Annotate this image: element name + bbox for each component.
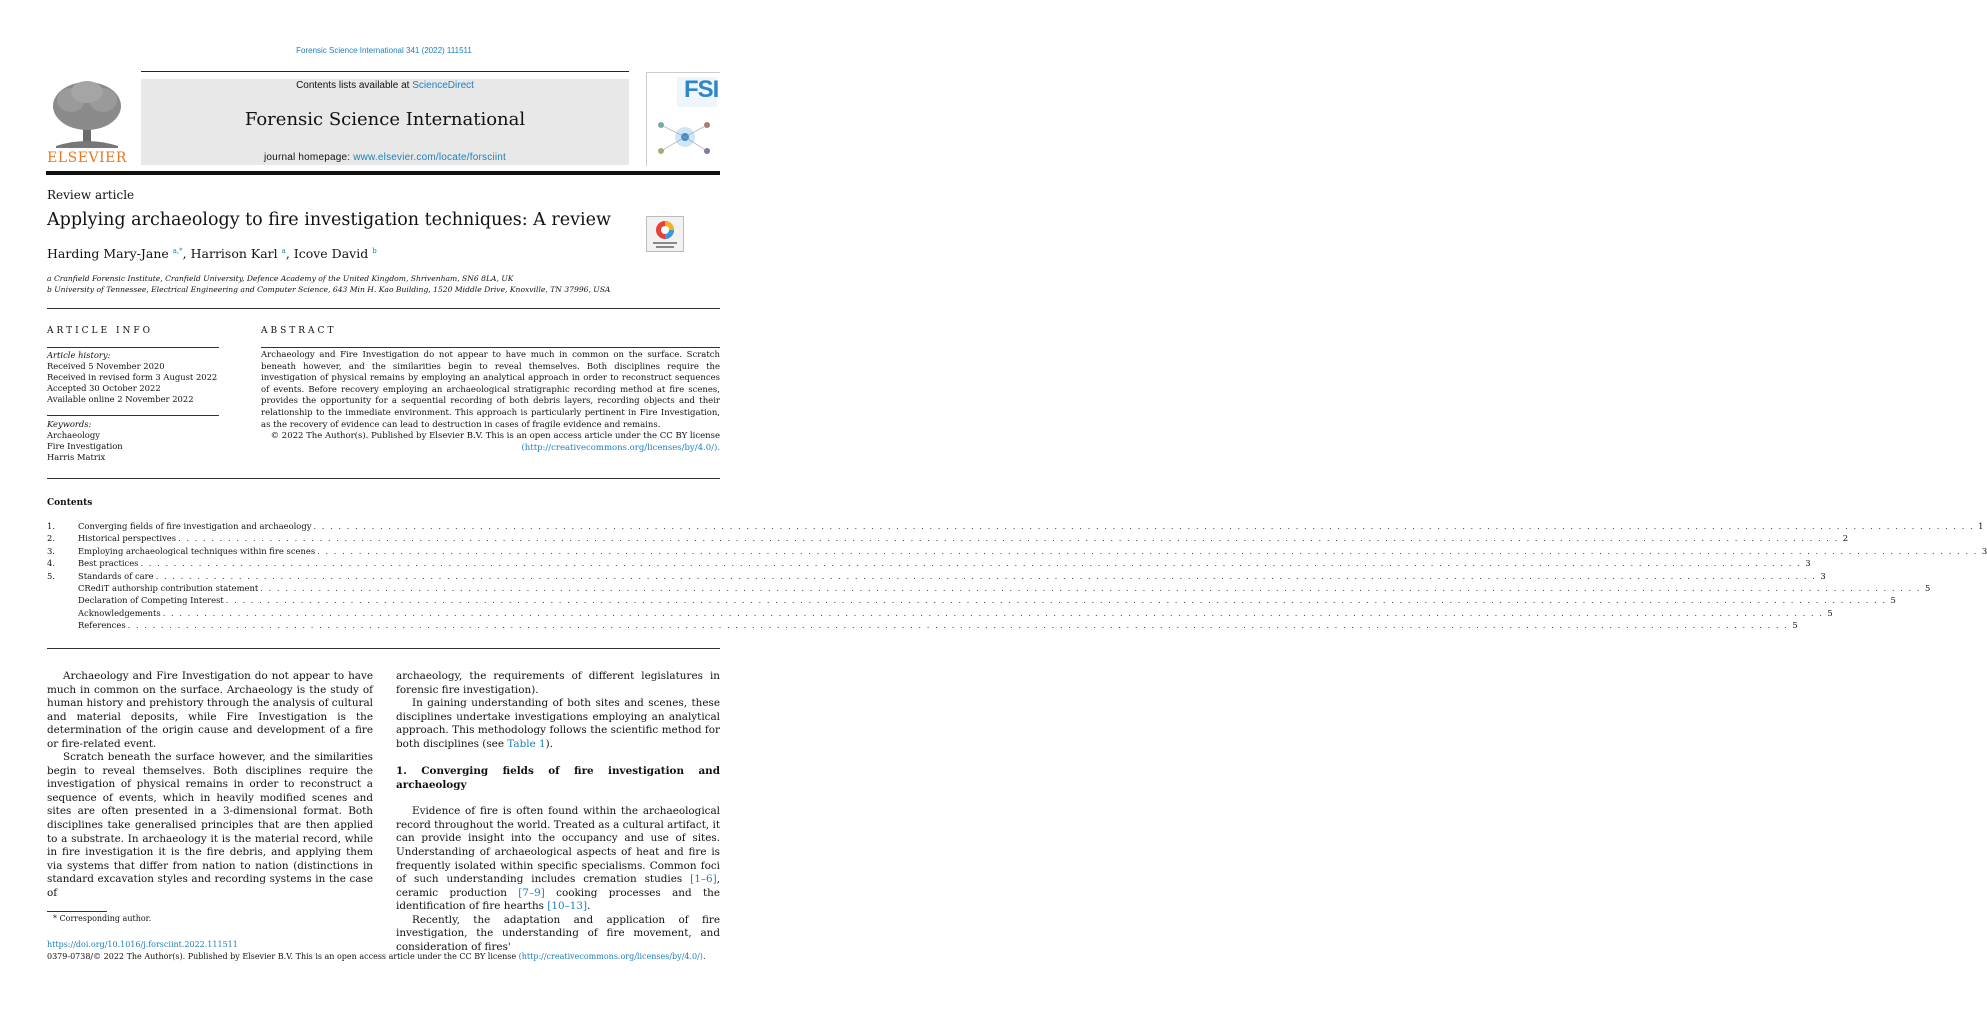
toc-label[interactable]: Best practices <box>78 558 139 569</box>
divider <box>47 308 720 309</box>
contents-prefix: Contents lists available at <box>296 80 413 91</box>
body-paragraph: Recently, the adaptation and application of fire investigation, the understanding of fire movement, and consideration of fires' <box>396 913 720 953</box>
toc-leader: . . . . . . . . . . . . . . . . . . . . . . . . . . . . . . . . . . . . . . . . . . . . . . . . . . . . . . . . . . . . . . . . . . . . . . . . . . . . . . . . . . . . . . . . . . . . . . . . . . . . . . . . . . . . . . . . . . . . . . . . . . . . . . . . . . . . . . . . . . . . . . . . . . . . . . . . . . . . . . . . . . . . . . . . . . . . . . . . . . . . . . . . . . . . . . . . . . . . . . . . <box>225 595 1887 606</box>
toc-label[interactable]: Historical perspectives <box>78 533 177 544</box>
toc-label[interactable]: Standards of care <box>78 570 154 581</box>
body-column-left <box>47 670 373 900</box>
article-type: Review article <box>47 188 135 202</box>
cover-label: FSI <box>684 76 719 103</box>
abstract-copyright <box>261 431 720 454</box>
body-paragraph <box>396 697 720 751</box>
history-entry: Received 5 November 2020 <box>47 361 165 371</box>
toc-page-number: 5 <box>1827 607 1833 618</box>
crossmark-icon <box>647 217 683 251</box>
toc-label[interactable]: Converging fields of fire investigation and archaeology <box>78 521 312 531</box>
text-run: cooking processes and the identification of fire hearths <box>396 886 720 913</box>
toc-leader: . . . . . . . . . . . . . . . . . . . . . . . . . . . . . . . . . . . . . . . . . . . . . . . . . . . . . . . . . . . . . . . . . . . . . . . . . . . . . . . . . . . . . . . . . . . . . . . . . . . . . . . . . . . . . . . . . . . . . . . . . . . . . . . . . . . . . . . . . . . . . . . . . . . . . . . . . . . . . . . . . . . . . . . . . . . . . . . . . . . . . . . . . . . . . . . . . . . . . . . . <box>140 558 1802 569</box>
license-link[interactable]: (http://creativecommons.org/licenses/by/4.0/). <box>521 442 720 453</box>
journal-homepage <box>141 152 629 163</box>
abstract-text: Archaeology and Fire Investigation do not appear to have much in common on the surface. Scratch beneath however, and the similarities begin to reveal themselves. Both disciplines require the investigation of physical remains by employing an analytical approach in order to reconstruct sequences of events. Before recovery employing an archaeological stratigraphic recording method at fire scenes, provides the opportunity for a sequential recording of both debris layers, recording objects and their relationship to the immediate environment. This approach is particularly pertinent in Fire Investigation, as the recovery of evidence can lead to destruction in cases of fragile evidence and remains. <box>261 350 720 430</box>
journal-reference[interactable]: Forensic Science International 341 (2022) 111511 <box>296 46 472 55</box>
abstract-body <box>261 350 720 454</box>
footnote-rule <box>47 911 107 912</box>
citation-link[interactable]: [7–9] <box>518 886 545 899</box>
toc-page-number: 5 <box>1890 595 1896 606</box>
article-info-heading: ARTICLE INFO <box>47 326 154 336</box>
homepage-prefix: journal homepage: <box>264 152 354 163</box>
author-name[interactable]: Harrison Karl <box>190 246 278 261</box>
toc-label[interactable]: Acknowledgements <box>78 607 161 618</box>
toc-entry[interactable] <box>47 533 1849 545</box>
history-entry: Accepted 30 October 2022 <box>47 383 161 393</box>
text-run: ). <box>545 737 554 750</box>
toc-leader: . . . . . . . . . . . . . . . . . . . . . . . . . . . . . . . . . . . . . . . . . . . . . . . . . . . . . . . . . . . . . . . . . . . . . . . . . . . . . . . . . . . . . . . . . . . . . . . . . . . . . . . . . . . . . . . . . . . . . . . . . . . . . . . . . . . . . . . . . . . . . . . . . . . . . . . . . . . . . . . . . . . . . . . . . . . . . . . . . . . . . . . . . . . . . . . . . . . . . . . . <box>127 620 1789 631</box>
author-name[interactable]: Icove David <box>293 246 369 261</box>
abstract-heading: ABSTRACT <box>261 326 337 336</box>
citation-link[interactable]: [1–6] <box>690 873 717 886</box>
history-entry: Available online 2 November 2022 <box>47 394 194 404</box>
toc-label[interactable]: References <box>78 620 126 631</box>
doi-link[interactable]: https://doi.org/10.1016/j.forsciint.2022.111511 <box>47 940 238 949</box>
text-run: In gaining understanding of both sites and scenes, these disciplines undertake investigations employing an analytical approach. This methodology follows the scientific method for both disciplines (see <box>396 697 720 750</box>
license-text: 0379-0738/© 2022 The Author(s). Published by Elsevier B.V. This is an open access article under the CC BY license <box>47 952 519 961</box>
publisher-wordmark: ELSEVIER <box>47 150 127 166</box>
journal-title: Forensic Science International <box>244 109 526 130</box>
header-rule <box>141 71 629 72</box>
toc-entry[interactable] <box>47 545 1987 558</box>
toc-page-number: 3 <box>1805 558 1811 569</box>
author-list: Harding Mary-Jane $^{a,*}$, Harrison Karl $^a$, Icove David $^b$ <box>47 246 377 261</box>
keywords-label: Keywords: <box>47 419 92 429</box>
toc-leader: . . . . . . . . . . . . . . . . . . . . . . . . . . . . . . . . . . . . . . . . . . . . . . . . . . . . . . . . . . . . . . . . . . . . . . . . . . . . . . . . . . . . . . . . . . . . . . . . . . . . . . . . . . . . . . . . . . . . . . . . . . . . . . . . . . . . . . . . . . . . . . . . . . . . . . . . . . . . . . . . . . . . . . . . . . . . . . . . . . . . . . . . . . . . . . . . . . . . . . . . <box>313 521 1975 531</box>
body-column-right <box>396 670 720 954</box>
toc-leader: . . . . . . . . . . . . . . . . . . . . . . . . . . . . . . . . . . . . . . . . . . . . . . . . . . . . . . . . . . . . . . . . . . . . . . . . . . . . . . . . . . . . . . . . . . . . . . . . . . . . . . . . . . . . . . . . . . . . . . . . . . . . . . . . . . . . . . . . . . . . . . . . . . . . . . . . . . . . . . . . . . . . . . . . . . . . . . . . . . . . . . . . . . . . . . . . . . . . . . . . <box>260 582 1921 593</box>
copyright-text: © 2022 The Author(s). Published by Elsevier B.V. This is an open access article under the CC BY license <box>270 431 720 442</box>
author-affiliation-marker[interactable]: a,* <box>172 246 183 255</box>
table-of-contents <box>47 521 1987 633</box>
toc-number: 4. <box>47 558 55 569</box>
toc-page-number: 5 <box>1924 582 1931 593</box>
text-run: Evidence of fire is often found within the archaeological record throughout the world. Treated as a cultural artifact, it can provide insight into the occupancy and use of sites. Understanding of archaeological aspects of heat and fire is frequently isolated within specific specialisms. Common foci of such understanding includes cremation studies <box>396 805 720 886</box>
license-footer <box>47 952 705 961</box>
keyword: Harris Matrix <box>47 452 106 462</box>
toc-page-number: 5 <box>1792 620 1798 631</box>
contents-heading: Contents <box>47 498 93 508</box>
article-history <box>47 350 219 405</box>
affiliation: a Cranfield Forensic Institute, Cranfield University, Defence Academy of the United Kingdom, Shrivenham, SN6 8LA, UK <box>47 274 514 283</box>
citation-link[interactable]: [10–13] <box>547 900 588 913</box>
divider <box>47 347 219 348</box>
body-paragraph: archaeology, the requirements of different legislatures in forensic fire investigation). <box>396 670 720 696</box>
homepage-link[interactable]: www.elsevier.com/locate/forsciint <box>353 152 506 163</box>
history-label: Article history: <box>47 350 111 360</box>
toc-label[interactable]: CRediT authorship contribution statement <box>78 582 259 593</box>
toc-entry[interactable] <box>47 570 1826 583</box>
toc-number: 3. <box>47 545 55 556</box>
body-paragraph: Archaeology and Fire Investigation do not appear to have much in common on the surface. Archaeology is the study of human history and prehistory through the analysis of cultural and material deposits, while Fire Investigation is the determination of the origin cause and development of a fire or fire-related event. <box>47 670 373 750</box>
toc-entry[interactable] <box>47 595 1896 607</box>
toc-entry[interactable] <box>47 582 1931 595</box>
sciencedirect-link[interactable]: ScienceDirect <box>412 80 474 91</box>
author-affiliation-marker[interactable]: b <box>372 246 377 255</box>
divider <box>47 478 720 479</box>
footnote: * Corresponding author. <box>53 914 152 923</box>
toc-entry[interactable] <box>47 521 1984 533</box>
toc-leader: . . . . . . . . . . . . . . . . . . . . . . . . . . . . . . . . . . . . . . . . . . . . . . . . . . . . . . . . . . . . . . . . . . . . . . . . . . . . . . . . . . . . . . . . . . . . . . . . . . . . . . . . . . . . . . . . . . . . . . . . . . . . . . . . . . . . . . . . . . . . . . . . . . . . . . . . . . . . . . . . . . . . . . . . . . . . . . . . . . . . . . . . . . . . . . . . . . . . . . . . <box>178 533 1839 544</box>
toc-leader: . . . . . . . . . . . . . . . . . . . . . . . . . . . . . . . . . . . . . . . . . . . . . . . . . . . . . . . . . . . . . . . . . . . . . . . . . . . . . . . . . . . . . . . . . . . . . . . . . . . . . . . . . . . . . . . . . . . . . . . . . . . . . . . . . . . . . . . . . . . . . . . . . . . . . . . . . . . . . . . . . . . . . . . . . . . . . . . . . . . . . . . . . . . . . . . . . . . . . . . . <box>317 545 1978 556</box>
license-end: . <box>702 952 706 961</box>
keyword: Archaeology <box>47 430 100 440</box>
toc-page-number: 3 <box>1981 545 1987 556</box>
text-run: . <box>587 900 591 913</box>
divider <box>47 648 720 649</box>
toc-number: 5. <box>47 570 55 581</box>
toc-entry[interactable] <box>47 607 1833 620</box>
header-thick-rule <box>46 171 720 175</box>
toc-page-number: 3 <box>1820 570 1826 581</box>
toc-page-number: 2 <box>1842 533 1849 544</box>
toc-leader: . . . . . . . . . . . . . . . . . . . . . . . . . . . . . . . . . . . . . . . . . . . . . . . . . . . . . . . . . . . . . . . . . . . . . . . . . . . . . . . . . . . . . . . . . . . . . . . . . . . . . . . . . . . . . . . . . . . . . . . . . . . . . . . . . . . . . . . . . . . . . . . . . . . . . . . . . . . . . . . . . . . . . . . . . . . . . . . . . . . . . . . . . . . . . . . . . . . . . . . . <box>155 570 1817 581</box>
article-title: Applying archaeology to fire investigation techniques: A review <box>47 210 611 230</box>
author-name[interactable]: Harding Mary-Jane <box>47 246 169 261</box>
toc-entry[interactable] <box>47 558 1811 570</box>
section-heading: 1. Converging fields of fire investigation and archaeology <box>396 765 720 791</box>
toc-label[interactable]: Employing archaeological techniques within fire scenes <box>78 545 316 556</box>
divider <box>261 347 720 348</box>
license-footer-link[interactable]: (http://creativecommons.org/licenses/by/4.0/) <box>518 952 703 961</box>
toc-leader: . . . . . . . . . . . . . . . . . . . . . . . . . . . . . . . . . . . . . . . . . . . . . . . . . . . . . . . . . . . . . . . . . . . . . . . . . . . . . . . . . . . . . . . . . . . . . . . . . . . . . . . . . . . . . . . . . . . . . . . . . . . . . . . . . . . . . . . . . . . . . . . . . . . . . . . . . . . . . . . . . . . . . . . . . . . . . . . . . . . . . . . . . . . . . . . . . . . . . . . . <box>162 607 1824 618</box>
body-paragraph: Scratch beneath the surface however, and the similarities begin to reveal themselves. Both disciplines require the investigation of physical remains in order to reconstruct a sequence of events, which in heavily modified scenes and sites are often presented in a 3-dimensional format. Both disciplines take generalised principles that are then applied to a substrate. In archaeology it is the material record, while in fire investigation it is the fire debris, and applying them via systems that differ from nation to nation (distinctions in standard excavation styles and recording systems in the case of <box>47 751 373 899</box>
divider <box>47 415 219 416</box>
table-reference-link[interactable]: Table 1 <box>507 737 546 750</box>
history-entry: Received in revised form 3 August 2022 <box>47 372 218 382</box>
keyword: Fire Investigation <box>47 441 123 451</box>
keywords <box>47 419 219 463</box>
text-run: , ceramic production <box>396 873 720 899</box>
toc-number: 1. <box>47 521 55 531</box>
check-for-updates-button[interactable] <box>646 216 684 252</box>
affiliation: b University of Tennessee, Electrical Engineering and Computer Science, 643 Min H. Kao Building, 1520 Middle Drive, Knoxville, TN 37996, USA <box>47 285 611 294</box>
toc-entry[interactable] <box>47 620 1798 632</box>
contents-availability <box>141 80 629 91</box>
toc-page-number: 1 <box>1978 521 1984 531</box>
toc-label[interactable]: Declaration of Competing Interest <box>78 595 224 606</box>
toc-number: 2. <box>47 533 55 544</box>
author-affiliation-marker[interactable]: a <box>281 246 286 255</box>
body-paragraph <box>396 805 720 913</box>
